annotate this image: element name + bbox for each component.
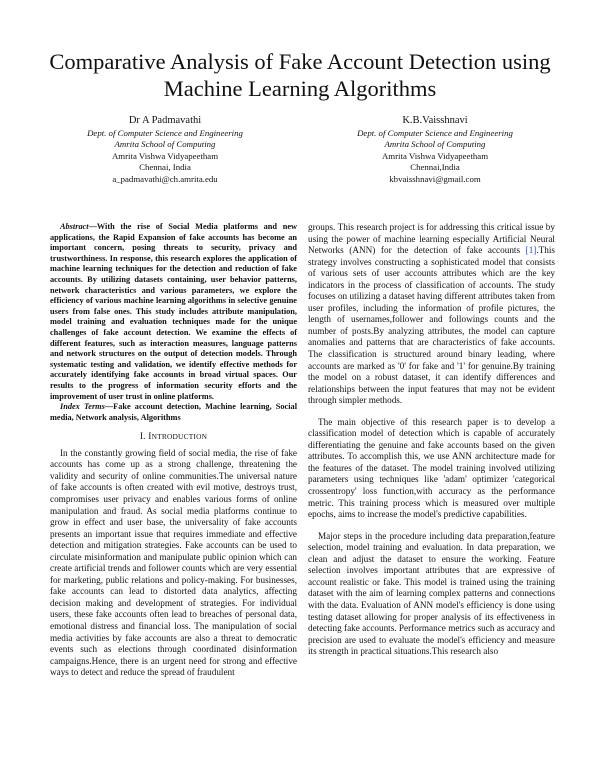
author-university: Amrita Vishwa Vidyapeetham xyxy=(111,150,219,161)
paper-title: Comparative Analysis of Fake Account Detection using Machine Learning Algorithms xyxy=(49,49,551,101)
left-column xyxy=(50,222,297,679)
author-name: K.B.Vaisshnavi xyxy=(402,115,468,126)
right-paragraph-1 xyxy=(308,222,555,407)
index-terms-label: Index Terms xyxy=(60,402,105,412)
intro-paragraph-1: In the constantly growing field of social media, the rise of fake accounts has come up as a strong challenge, threatening the validity and security of online communities.The universal nature of fake accounts is often created with evil motive, destroys trust, compromises user privacy and enables various forms of online manipulation and fraud. As social media platforms continue to grow in effect and user base, the universality of fake accounts presents an important issue that requires immediate and effective detection and mitigation strategies. Fake accounts can be used to circulate misinformation and manipulate public opinion which can create artificial trends and follower counts which are very essential for marketing, public relations and policy-making. For businesses, fake accounts can lead to distorted data analytics, affecting decision making and development of strategies. For individual users, these fake accounts often lead to breaches of personal data, emotional distress and financial loss. The manipulation of social media activities by fake accounts are also a threat to democratic events such as elections through coordinated disinformation campaigns.Hence, there is an urgent need for strong and effective ways to detect and reduce the spread of fraudulent xyxy=(50,447,297,678)
author-email: a_padmavathi@ch.amrita.edu xyxy=(112,173,218,184)
abstract xyxy=(50,222,297,402)
author-block-1 xyxy=(40,114,290,185)
index-terms xyxy=(50,402,297,423)
section-initial: I xyxy=(148,432,152,443)
abstract-text: —With the rise of Social Media platforms and new applications, the Rapid Expansion of fake accounts has become an important concern, posing threats to security, privacy and trustworthiness. In response, this research explores the application of machine learning techniques for the detection and reduction of fake accounts. By utilizing datasets containing, user behavior patterns, network characteristics and various parameters, we explore the efficiency of various machine learning algorithms in selective genuine users from false ones. This study includes attribute manipulation, model training and evaluation techniques made for the unique challenges of fake account detection. We examine the effects of different features, such as interaction measures, language patterns and network structures on the output of detection models. Through systematic testing and validation, we identify effective methods for accurately identifying fake accounts in broad virtual spaces. Our results to the progress of information security efforts and the improvement of user trust in online platforms. xyxy=(50,222,297,401)
author-department: Dept. of Computer Science and Engineering xyxy=(357,128,513,138)
author-block-2 xyxy=(310,114,560,185)
citation-link[interactable]: [1] xyxy=(525,245,537,256)
section-numeral: I. xyxy=(139,432,146,443)
right-column xyxy=(308,222,555,658)
author-department: Dept. of Computer Science and Engineering xyxy=(87,128,243,138)
author-city: Chennai, India xyxy=(139,162,191,173)
right-paragraph-2: The main objective of this research paper is to develop a classification model of detection which is capable of accurately differentiating the genuine and fake accounts based on the given attributes. To accomplish this, we use ANN architecture made for the features of the dataset. The model training involved utilizing parameters using techniques like 'adam' optimizer 'categorical crossentropy' loss function,with accuracy as the performance metric. This training process which is measured over multiple epochs, aims to increase the model's predictive capabilities. xyxy=(308,416,555,520)
author-school: Amrita School of Computing xyxy=(384,139,486,150)
author-name: Dr A Padmavathi xyxy=(128,115,202,126)
section-heading-introduction xyxy=(50,431,297,444)
index-terms-text: —Fake account detection, Machine learning, Social media, Network analysis, Algorithms xyxy=(50,402,297,422)
author-university: Amrita Vishwa Vidyapeetham xyxy=(381,150,489,161)
author-city: Chennai,India xyxy=(410,162,460,173)
right-paragraph-1-text: groups. This research project is for addressing this critical issue by using the power of machine learning especially Artificial Neural Networks (ANN) for the detection of fake accounts xyxy=(308,222,555,256)
right-paragraph-3: Major steps in the procedure including data preparation,feature selection, model training and evaluation. In data preparation, we clean and adjust the dataset to ensure the working. Feature selection involves important attributes that are expressive of account realistic or fake. This model is trained using the training dataset with the aim of learning complex patterns and connections with the data. Evaluation of ANN model's efficiency is done using testing dataset allowing for proper analysis of its effectiveness in detecting fake accounts. Performance metrics such as accuracy and precision are used to evaluate the model's efficiency and measure its strength in practical situations.This research also xyxy=(308,530,555,657)
author-email: kbvaisshnavi@gmail.com xyxy=(389,173,481,184)
section-rest: NTRODUCTION xyxy=(151,432,208,442)
right-paragraph-1-text-cont: .This strategy involves constructing a sophisticated model that consists of various sets of user accounts attributes which are the key indicators in the process of classification of accounts. The study focuses on utilizing a dataset having different attributes taken from user profiles, including the information of profile pictures, the length of usernames,follower and followings counts and the number of posts.By analyzing attributes, the model can capture anomalies and patterns that are characteristics of fake accounts. The classification is structured around binary leading, where accounts are marked as '0' for fake and '1' for genuine.By training the model on a robust dataset, it can identify differences and relationships between the input features that may not be evident through simpler methods. xyxy=(308,245,555,406)
abstract-label: Abstract xyxy=(60,222,89,231)
author-school: Amrita School of Computing xyxy=(114,139,216,150)
